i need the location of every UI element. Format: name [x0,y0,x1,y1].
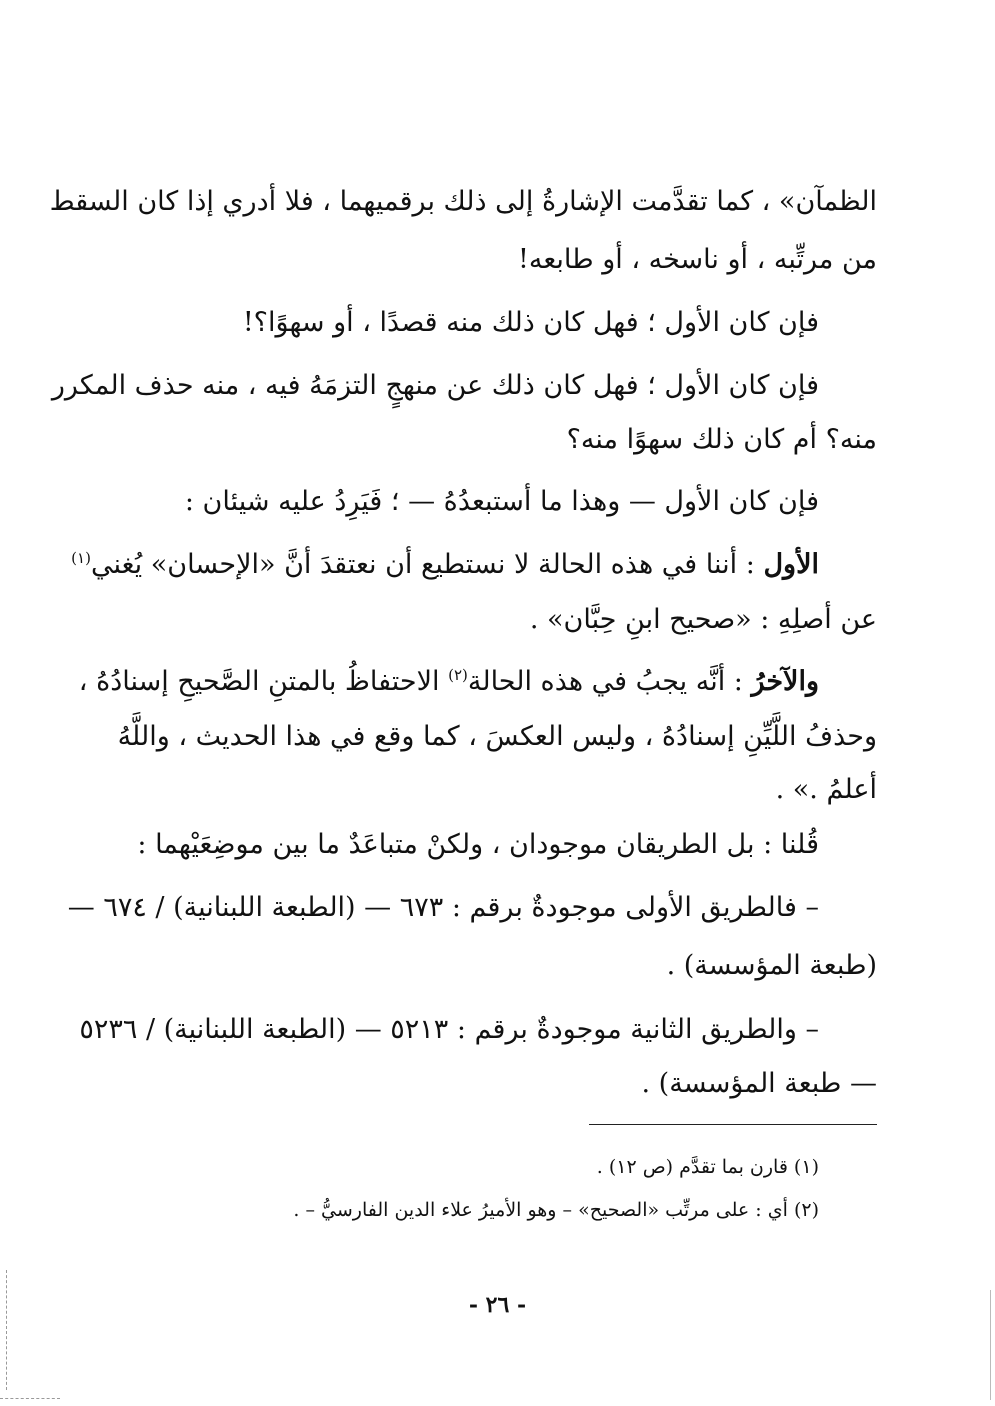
body-line: وحذفُ اللَّيِّنِ إسنادُهُ ، وليس العكسَ ، كما وقع في هذا الحديث ، واللَّهُ [117,721,877,752]
body-line: من مرتِّبه ، أو ناسخه ، أو طابعه! [518,244,877,275]
body-line [78,662,819,702]
page-number: - ٢٦ - [468,1292,527,1318]
body-line: منه؟ أم كان ذلك سهوًا منه؟ [566,424,877,455]
body-text: : أنَّه يجبُ في هذه الحالة [467,666,752,697]
body-line: – والطريق الثانية موجودةٌ برقم : ٥٢١٣ — (الطبعة اللبنانية) / ٥٢٣٦ [79,1014,819,1045]
body-line: قُلنا : بل الطريقان موجودان ، ولكنْ متباعَدٌ ما بين موضِعَيْهما : [137,829,819,860]
footnote-ref[interactable]: (٢) [448,666,468,684]
footnote-2: (٢) أي : على مرتِّب «الصحيح» – وهو الأميرُ علاء الدين الفارسيُّ – . [293,1199,819,1221]
section-label: الأول [763,549,819,580]
footnote-ref[interactable]: (١) [71,549,91,567]
scan-edge-mark [0,1398,60,1399]
footnote-separator [589,1124,877,1125]
body-line: فإن كان الأول — وهذا ما أستبعدُهُ — ؛ فَيَرِدُ عليه شيئان : [184,486,819,517]
footnote-1: (١) قارن بما تقدَّم (ص ١٢) . [596,1156,819,1178]
body-line: فإن كان الأول ؛ فهل كان ذلك عن منهجٍ التزمَهُ فيه ، منه حذف المكرر [51,370,819,401]
body-line [71,545,819,585]
body-line: فإن كان الأول ؛ فهل كان ذلك منه قصدًا ، أو سهوًا؟! [242,307,819,338]
body-text: : أننا في هذه الحالة لا نستطيع أن نعتقدَ أنَّ «الإحسان» يُغني [90,549,764,580]
scan-edge-mark [990,1290,993,1400]
body-line: عن أصلِهِ : «صحيح ابنِ حِبَّان» . [529,604,877,635]
body-text: الاحتفاظُ بالمتنِ الصَّحيحِ إسنادُهُ ، [78,666,449,697]
body-line: أعلمُ .» . [775,774,877,805]
body-line: — طبعة المؤسسة) . [641,1068,877,1099]
body-line: الظمآن» ، كما تقدَّمت الإشارةُ إلى ذلك برقميهما ، فلا أدري إذا كان السقط [49,186,877,217]
section-label: والآخرُ [751,666,819,697]
scan-edge-mark [6,1270,9,1390]
body-line: – فالطريق الأولى موجودةٌ برقم : ٦٧٣ — (الطبعة اللبنانية) / ٦٧٤ — [67,892,819,923]
body-line: (طبعة المؤسسة) . [666,950,877,981]
